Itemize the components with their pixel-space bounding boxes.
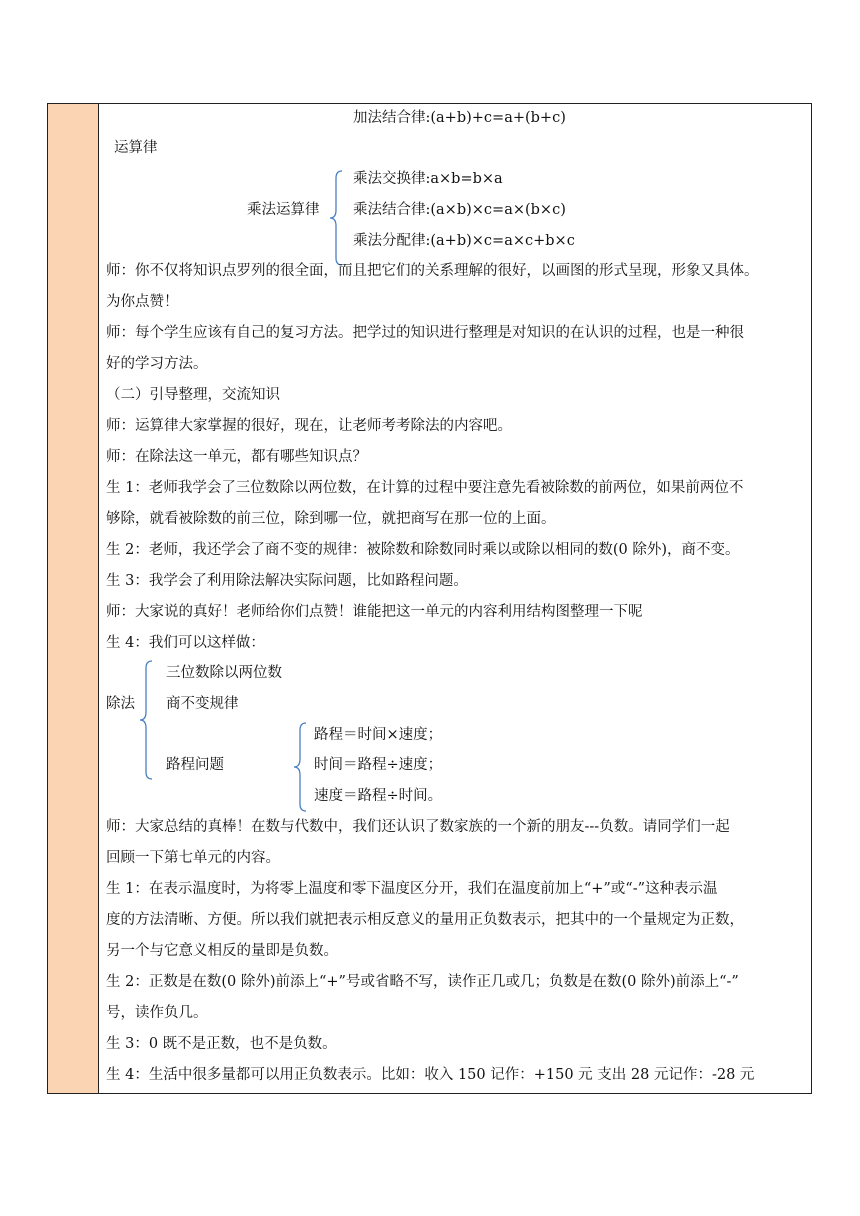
text-line: 生 4：生活中很多量都可以用正负数表示。比如：收入 150 记作：+150 元 支出 28 元记作：-28 元	[106, 1067, 755, 1083]
text-line: 好的学习方法。	[106, 356, 208, 372]
para-b5	[106, 1060, 806, 1091]
mul-assoc-law: 乘法结合律:(a×b)×c=a×(b×c)	[353, 202, 566, 218]
text-line: 师：你不仅将知识点罗列的很全面，而且把它们的关系理解的很好，以画图的形式呈现，形象又具体。	[106, 263, 759, 279]
para-9	[106, 597, 806, 628]
mul-laws-brace	[328, 170, 344, 266]
text-line: 度的方法清晰、方便。所以我们就把表示相反意义的量用正负数表示，把其中的一个量规定为正数，	[106, 912, 744, 928]
text-line: 生 1：老师我学会了三位数除以两位数，在计算的过程中要注意先看被除数的前两位，如果前两位不	[106, 480, 744, 496]
side-column	[48, 104, 99, 1093]
text-line: 另一个与它意义相反的量即是负数。	[106, 943, 338, 959]
text-line: 为你点赞！	[106, 294, 179, 310]
distance-formula-1: 路程＝时间×速度；	[314, 727, 443, 743]
text-line: 师：大家总结的真棒！在数与代数中，我们还认识了数家族的一个新的朋友---负数。请同学们一起	[106, 819, 730, 835]
para-10	[106, 628, 806, 659]
para-5	[106, 442, 806, 473]
mul-dist-law: 乘法分配律:(a+b)×c=a×c+b×c	[353, 233, 575, 249]
paragraphs-a	[106, 256, 806, 659]
para-b3	[106, 967, 806, 1029]
text-line: 号，读作负几。	[106, 1005, 208, 1021]
operation-laws-root: 运算律	[114, 140, 158, 156]
para-7	[106, 535, 806, 566]
division-item-1: 三位数除以两位数	[166, 665, 282, 681]
text-line: 师：大家说的真好！老师给你们点赞！谁能把这一单元的内容利用结构图整理一下呢	[106, 604, 643, 620]
text-line: 师：每个学生应该有自己的复习方法。把学过的知识进行整理是对知识的在认识的过程，也是一种很	[106, 325, 744, 341]
text-line: 生 3：0 既不是正数，也不是负数。	[106, 1036, 337, 1052]
add-assoc-law: 加法结合律:(a+b)+c=a+(b+c)	[353, 110, 566, 126]
content-cell	[100, 104, 811, 1093]
text-line: 够除，就看被除数的前三位，除到哪一位，就把商写在那一位的上面。	[106, 511, 556, 527]
text-line: 生 1：在表示温度时，为将零上温度和零下温度区分开，我们在温度前加上“+”或“-”这种表示温	[106, 881, 718, 897]
mul-comm-law: 乘法交换律:a×b=b×a	[353, 171, 503, 187]
text-line: 生 2：正数是在数(0 除外)前添上“+”号或省略不写，读作正几或几；负数是在数(0 除外)前添上“-”	[106, 974, 739, 990]
para-1	[106, 256, 806, 318]
para-b4	[106, 1029, 806, 1060]
paragraphs-b	[106, 812, 806, 1091]
lesson-table	[47, 103, 812, 1094]
distance-formula-3: 速度＝路程÷时间。	[314, 788, 443, 804]
mul-laws-label: 乘法运算律	[247, 202, 320, 218]
para-b1	[106, 812, 806, 874]
division-brace	[138, 660, 154, 780]
text-line: 师：运算律大家掌握的很好，现在，让老师考考除法的内容吧。	[106, 418, 512, 434]
para-4	[106, 411, 806, 442]
distance-brace	[292, 722, 308, 812]
text-line: 回顾一下第七单元的内容。	[106, 850, 280, 866]
section-heading	[106, 380, 806, 411]
para-b2	[106, 874, 806, 967]
division-item-2: 商不变规律	[166, 696, 239, 712]
text-line: 生 3：我学会了利用除法解决实际问题，比如路程问题。	[106, 573, 468, 589]
division-item-3: 路程问题	[166, 757, 224, 773]
para-8	[106, 566, 806, 597]
distance-formula-2: 时间＝路程÷速度；	[314, 757, 443, 773]
text-line: （二）引导整理，交流知识	[106, 387, 280, 403]
text-line: 生 2：老师，我还学会了商不变的规律：被除数和除数同时乘以或除以相同的数(0 除外)，商不变。	[106, 542, 740, 558]
division-root: 除法	[106, 696, 135, 712]
text-line: 生 4：我们可以这样做：	[106, 635, 265, 651]
text-line: 师：在除法这一单元，都有哪些知识点？	[106, 449, 367, 465]
para-2	[106, 318, 806, 380]
para-6	[106, 473, 806, 535]
